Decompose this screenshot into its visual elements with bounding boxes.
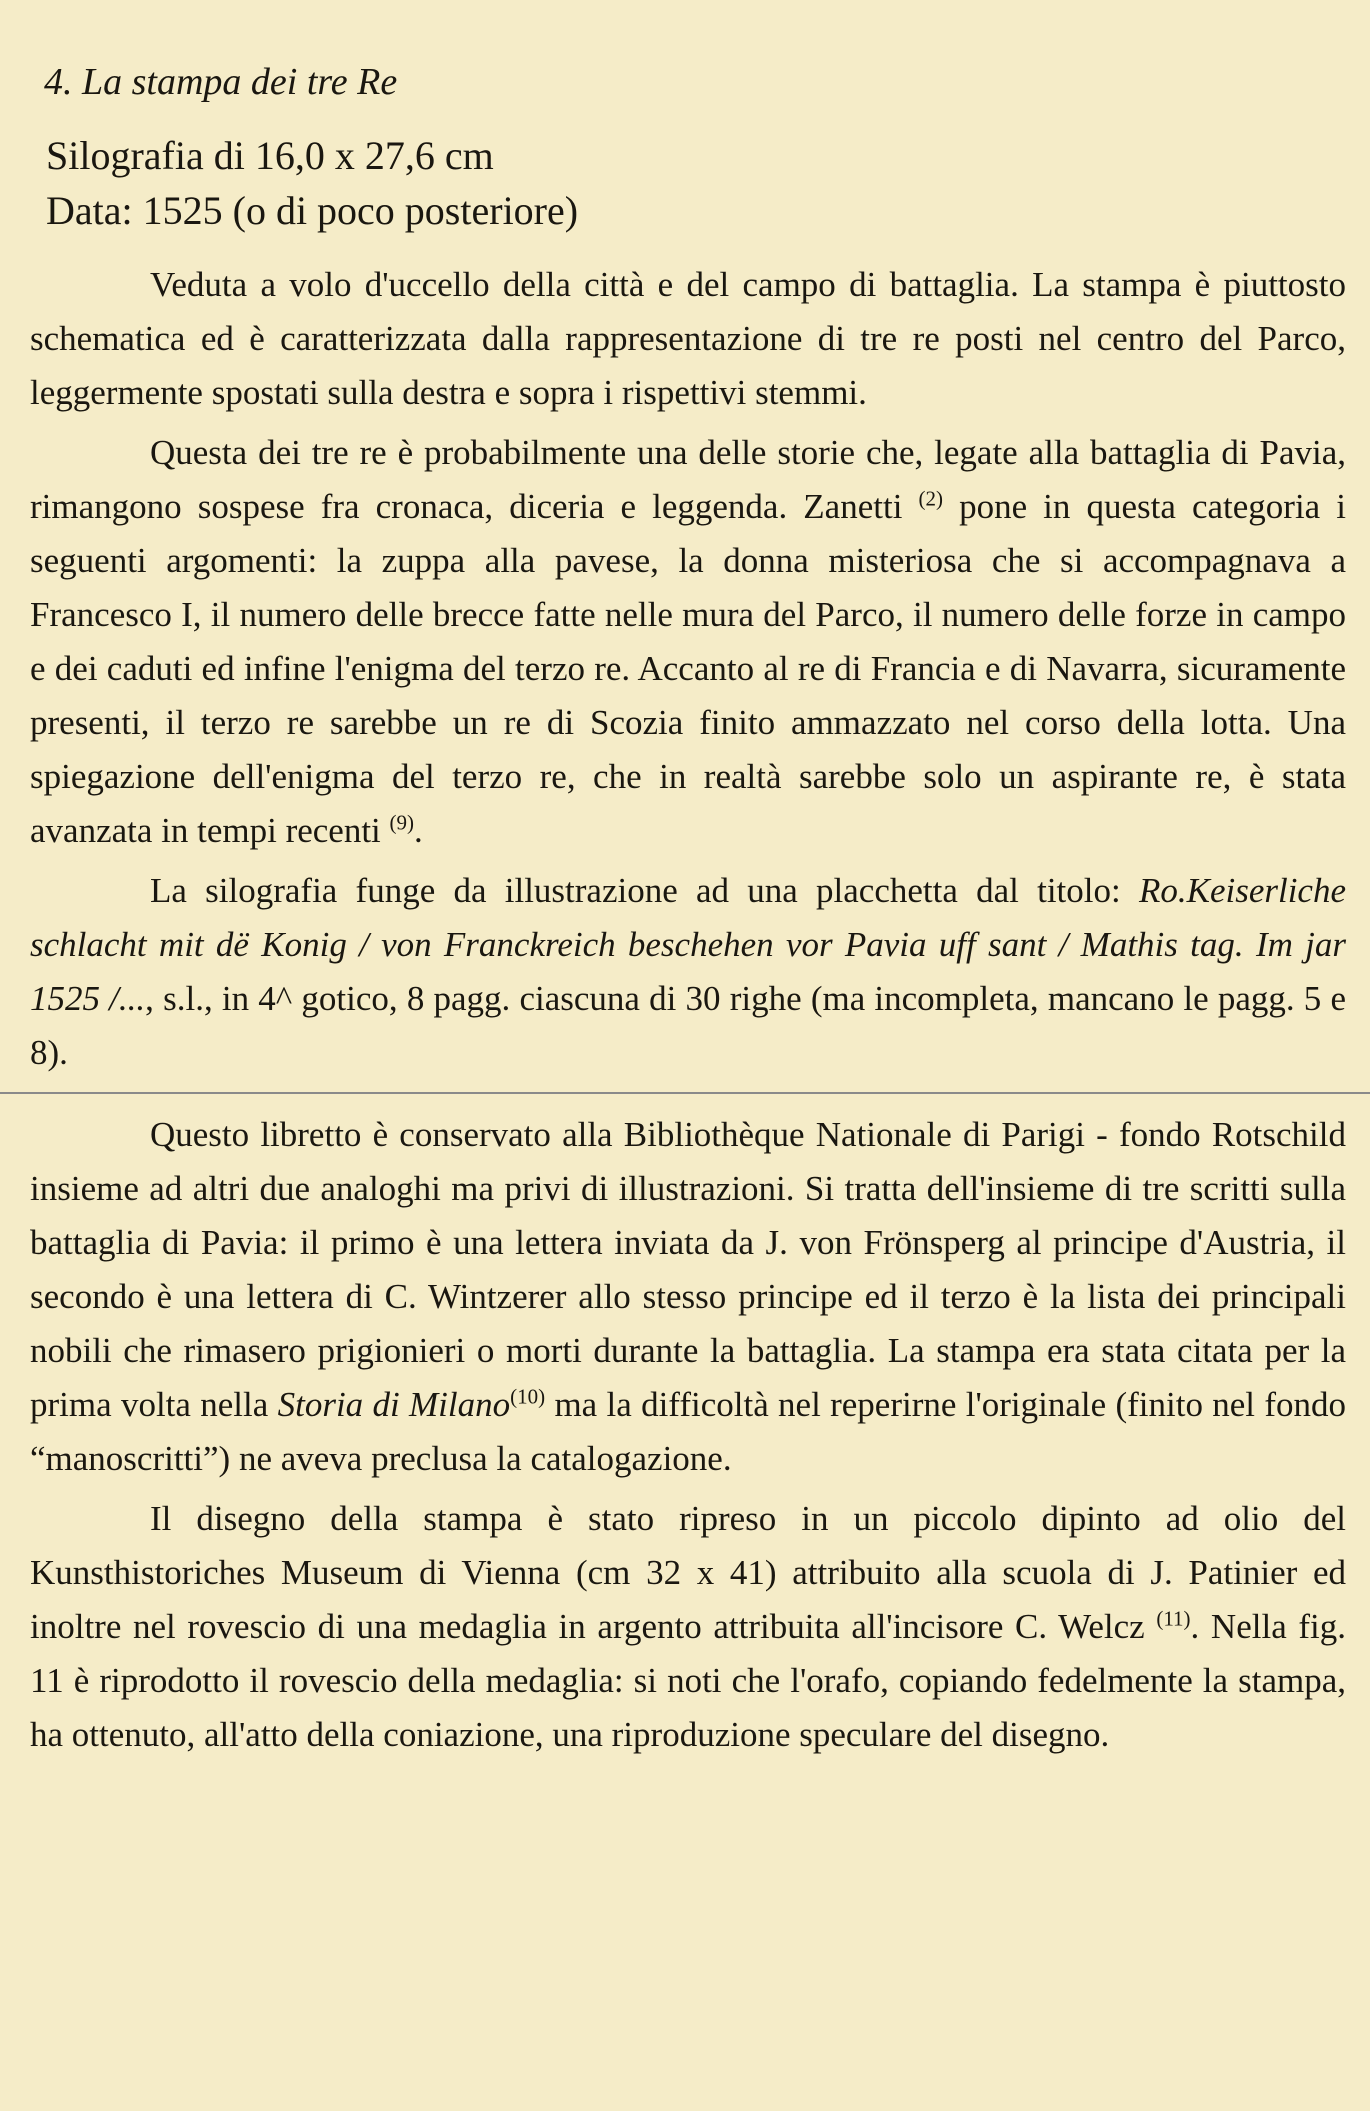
text-run: Veduta a volo d'uccello della città e del campo di battaglia. La stampa è piuttosto schematica ed è caratterizzata dalla rappresentazione di tre re posti nel centro del Parco, leggermente spostati sulla destra e sopra i rispettivi stemmi. [30,265,1346,412]
text-run: , s.l., in 4^ gotico, 8 pagg. ciascuna di 30 righe (ma incompleta, mancano le pagg. 5 e 8). [30,979,1347,1072]
paragraph [30,258,1346,420]
paragraph [30,1492,1346,1762]
text-run: pone in questa categoria i seguenti argomenti: la zuppa alla pavese, la donna misteriosa che si accompagnava a Francesco I, il numero delle brecce fatte nelle mura del Parco, il numero delle forze in campo e dei caduti ed infine l'enigma del terzo re. Accanto al re di Francia e di Navarra, sicuramente presenti, il terzo re sarebbe un re di Scozia finito ammazzato nel corso della lotta. Una spiegazione dell'enigma del terzo re, che in realtà sarebbe solo un aspirante re, è stata avanzata in tempi recenti [30,487,1347,850]
text-run: Questa dei tre re è probabilmente una delle storie che, legate alla battaglia di Pavia, rimangono sospese fra cronaca, diceria e leggenda. Zanetti [30,433,1346,526]
text-run: . [414,811,423,850]
text-run: . Nella fig. 11 è riprodotto il rovescio della medaglia: si noti che l'orafo, copiando fedelmente la stampa, ha ottenuto, all'atto della coniazione, una riproduzione speculare del disegno. [30,1607,1346,1754]
italic-title: Ro.Keiserliche schlacht mit dë Konig / von Franckreich beschehen vor Pavia uff sant / Mathis tag. Im jar 1525 /... [30,871,1346,1018]
text-run: Il disegno della stampa è stato ripreso in un piccolo dipinto ad olio del Kunsthistoriches Museum di Vienna (cm 32 x 41) attribuito alla scuola di J. Patinier ed inoltre nel rovescio di una medaglia in argento attribuita all'incisore C. Welcz [30,1499,1346,1646]
technique-line: Silografia di 16,0 x 27,6 cm [46,133,494,178]
print-metadata [46,128,1346,238]
paragraph [30,1108,1346,1486]
text-run: La silografia funge da illustrazione ad una placchetta dal titolo: [150,871,1139,910]
footnote-ref: (2) [918,486,943,511]
footnote-ref: (9) [389,810,415,835]
italic-title: Storia di Milano [277,1385,511,1424]
footnote-ref: (11) [1156,1606,1191,1631]
text-run: ma la difficoltà nel reperirne l'originale (finito nel fondo “manoscritti”) ne aveva preclusa la catalogazione. [30,1385,1346,1478]
footnote-ref: (10) [510,1384,546,1409]
body-text [30,258,1346,1762]
text-run: Questo libretto è conservato alla Bibliothèque Nationale di Parigi - fondo Rotschild insieme ad altri due analoghi ma privi di illustrazioni. Si tratta dell'insieme di tre scritti sulla battaglia di Pavia: il primo è una lettera inviata da J. von Frönsperg al principe d'Austria, il secondo è una lettera di C. Wintzerer allo stesso principe ed il terzo è la lista dei principali nobili che rimasero prigionieri o morti durante la battaglia. La stampa era stata citata per la prima volta nella [30,1115,1346,1424]
paragraph [30,426,1346,858]
paragraph [30,864,1346,1080]
divider-line [0,1092,1370,1094]
section-heading: 4. La stampa dei tre Re [44,61,398,103]
date-line: Data: 1525 (o di poco posteriore) [46,188,579,233]
